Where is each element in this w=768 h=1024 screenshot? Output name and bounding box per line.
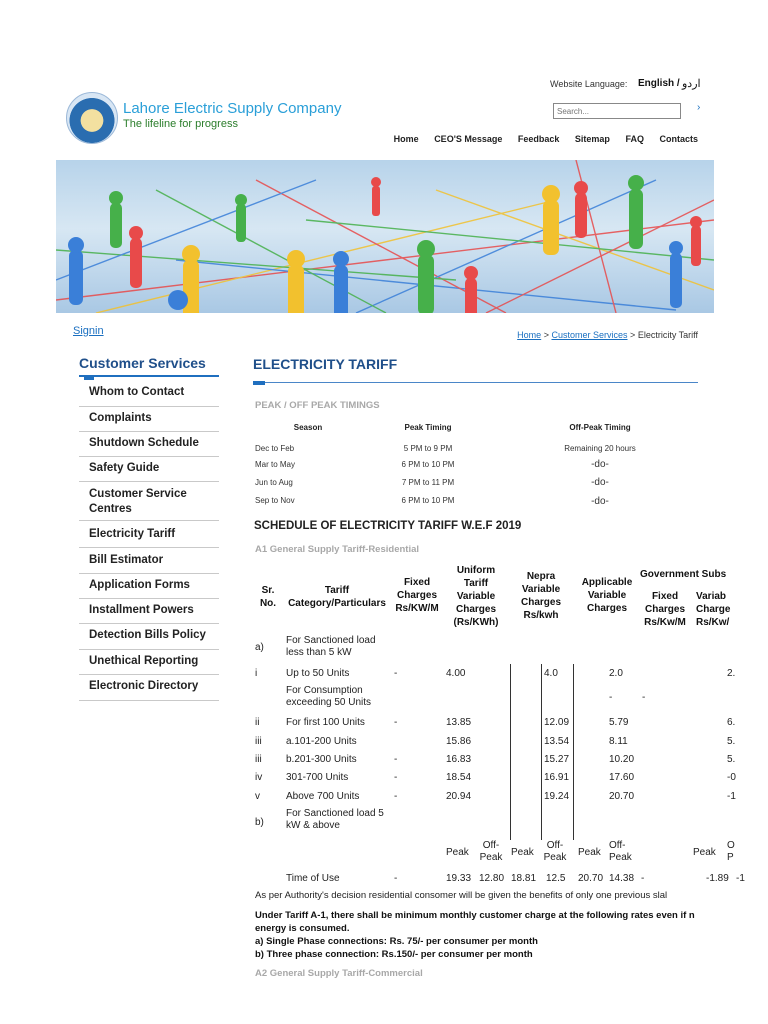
- peak-timing: 6 PM to 10 PM: [401, 460, 455, 469]
- col-gov-variable-charges: Variab Charge Rs/Kw/: [696, 591, 731, 628]
- language-label: Website Language:: [550, 79, 628, 89]
- row-applicable: -: [609, 692, 613, 703]
- gov-peak-label: Peak: [693, 847, 716, 858]
- offpeak-timing: -do-: [591, 459, 609, 470]
- tou-nepra-peak: 18.81: [511, 873, 537, 884]
- row-gov: -: [642, 692, 646, 703]
- col-tariff-category: Tariff Category/Particulars: [288, 585, 386, 609]
- breadcrumb-home[interactable]: Home: [517, 330, 542, 340]
- row-category: Above 700 Units: [286, 791, 360, 802]
- row-gov: -0: [727, 772, 736, 783]
- nepra-offpeak-label: Off-Peak: [543, 840, 567, 863]
- row-sr: a): [255, 642, 264, 653]
- peak-timing: 5 PM to 9 PM: [403, 444, 453, 453]
- peak-col-season: Season: [293, 423, 323, 432]
- uniform-offpeak-label: Off-Peak: [479, 840, 503, 863]
- tou-uniform-offpeak: 12.80: [479, 873, 505, 884]
- row-gov: 5.: [727, 736, 736, 747]
- row-fixed: -: [394, 754, 398, 765]
- sidebar-title: Customer Services: [79, 355, 206, 371]
- applicable-peak-label: Peak: [578, 847, 601, 858]
- row-uniform: 13.85: [446, 717, 472, 728]
- peak-timing: 7 PM to 11 PM: [401, 478, 455, 487]
- row-sr: iv: [255, 772, 263, 783]
- tou-nepra-offpeak: 12.5: [546, 873, 566, 884]
- sidebar-item-safety-guide[interactable]: Safety Guide: [79, 462, 219, 482]
- sidebar-item-electronic-directory[interactable]: Electronic Directory: [79, 680, 219, 701]
- offpeak-timing: -do-: [591, 477, 609, 488]
- row-applicable: 5.79: [609, 717, 629, 728]
- sidebar-item-customer-service-centres[interactable]: Customer Service Centres: [79, 487, 219, 521]
- row-gov: 2.: [727, 668, 736, 679]
- peak-season: Jun to Aug: [255, 478, 293, 487]
- col-sr-no: Sr. No.: [259, 585, 277, 609]
- a1-heading: A1 General Supply Tariff-Residential: [255, 544, 420, 555]
- row-sr: iii: [255, 754, 262, 765]
- sidebar-item-bill-estimator[interactable]: Bill Estimator: [79, 554, 219, 574]
- row-nepra: 16.91: [544, 772, 570, 783]
- a2-heading: A2 General Supply Tariff-Commercial: [255, 968, 423, 979]
- nav-faq[interactable]: FAQ: [625, 134, 644, 144]
- row-category: b.201-300 Units: [286, 754, 357, 765]
- row-fixed: -: [394, 717, 398, 728]
- applicable-offpeak-label: Off-Peak: [609, 840, 632, 863]
- tou-gov-peak: -1.89: [706, 873, 729, 884]
- offpeak-timing: -do-: [591, 496, 609, 507]
- row-sr: v: [255, 791, 260, 802]
- peak-col-peak: Peak Timing: [404, 423, 452, 432]
- uniform-peak-label: Peak: [446, 847, 469, 858]
- peak-season: Dec to Feb: [255, 444, 295, 453]
- search-input[interactable]: [553, 103, 681, 119]
- row-category: a.101-200 Units: [286, 736, 357, 747]
- row-category: For Sanctioned load 5 kW & above: [286, 808, 384, 831]
- row-fixed: -: [394, 772, 398, 783]
- row-nepra: 4.0: [544, 668, 558, 679]
- row-sr: iii: [255, 736, 262, 747]
- row-category: For Sanctioned load less than 5 kW: [286, 635, 376, 658]
- row-applicable: 20.70: [609, 791, 635, 802]
- nav-home[interactable]: Home: [393, 134, 419, 144]
- col-applicable-variable: Applicable Variable Charges: [581, 577, 633, 614]
- column-divider: [573, 664, 574, 840]
- breadcrumb-customer-services[interactable]: Customer Services: [551, 330, 628, 340]
- nepra-peak-label: Peak: [511, 847, 534, 858]
- row-fixed: -: [394, 668, 398, 679]
- note-min-charge: Under Tariff A-1, there shall be minimum monthly customer charge at the following rates even if n: [255, 910, 695, 921]
- row-gov: 5.: [727, 754, 736, 765]
- page-title: ELECTRICITY TARIFF: [253, 356, 398, 372]
- row-nepra: 15.27: [544, 754, 570, 765]
- note-three-phase: b) Three phase connection: Rs.150/- per consumer per month: [255, 949, 533, 960]
- hero-banner: [56, 160, 714, 313]
- peak-timing: 6 PM to 10 PM: [401, 496, 455, 505]
- offpeak-timing: Remaining 20 hours: [564, 444, 636, 453]
- row-category: For first 100 Units: [286, 717, 365, 728]
- schedule-title: SCHEDULE OF ELECTRICITY TARIFF W.E.F 2019: [254, 520, 522, 532]
- row-applicable: 17.60: [609, 772, 635, 783]
- row-uniform: 16.83: [446, 754, 472, 765]
- row-uniform: 18.54: [446, 772, 472, 783]
- row-uniform: 20.94: [446, 791, 472, 802]
- nav-ceo-message[interactable]: CEO'S Message: [434, 134, 503, 144]
- row-applicable: 10.20: [609, 754, 635, 765]
- company-name[interactable]: Lahore Electric Supply Company: [123, 100, 342, 117]
- row-category: Up to 50 Units: [286, 668, 350, 679]
- tou-applicable-peak: 20.70: [578, 873, 604, 884]
- tou-fixed: -: [394, 873, 398, 884]
- sidebar-item-complaints[interactable]: Complaints: [79, 412, 219, 432]
- tou-gov-offpeak: -1: [736, 873, 745, 884]
- peak-season: Sep to Nov: [255, 496, 295, 505]
- top-nav: [0, 134, 698, 144]
- tou-applicable-offpeak: 14.38: [609, 873, 635, 884]
- col-uniform-variable: Uniform Tariff Variable Charges (Rs/KWh): [453, 565, 499, 628]
- nav-contacts[interactable]: Contacts: [659, 134, 698, 144]
- tou-applicable-dash: -: [641, 873, 645, 884]
- col-government-subsidy: Government Subs: [640, 569, 727, 580]
- row-gov: 6.: [727, 717, 736, 728]
- col-nepra-variable: Nepra Variable Charges Rs/kwh: [520, 571, 561, 621]
- row-sr: b): [255, 817, 264, 828]
- row-uniform: 15.86: [446, 736, 472, 747]
- sidebar-item-electricity-tariff[interactable]: Electricity Tariff: [79, 528, 219, 548]
- row-sr: i: [255, 668, 258, 679]
- sidebar-item-unethical-reporting[interactable]: Unethical Reporting: [79, 655, 219, 675]
- breadcrumb-current: Electricity Tariff: [637, 330, 698, 340]
- col-fixed-charges: Fixed Charges Rs/KW/M: [395, 577, 439, 614]
- sidebar-title-rule: [79, 375, 219, 377]
- title-mark: [253, 381, 265, 385]
- language-urdu-link[interactable]: اردو: [682, 78, 701, 90]
- peak-season: Mar to May: [255, 460, 296, 469]
- note-single-phase: a) Single Phase connections: Rs. 75/- per consumer per month: [255, 936, 538, 947]
- sidebar-item-shutdown-schedule[interactable]: Shutdown Schedule: [79, 437, 219, 457]
- row-category: 301-700 Units: [286, 772, 349, 783]
- sidebar-item-installment-powers[interactable]: Installment Powers: [79, 604, 219, 624]
- row-fixed: -: [394, 791, 398, 802]
- company-tagline: The lifeline for progress: [123, 118, 238, 130]
- language-english-link[interactable]: English /: [638, 78, 680, 89]
- nav-sitemap[interactable]: Sitemap: [574, 134, 610, 144]
- sidebar-item-whom-to-contact[interactable]: Whom to Contact: [79, 386, 219, 407]
- search-go-icon[interactable]: ›: [697, 102, 701, 113]
- note-slab-benefit: As per Authority's decision residential consomer will be given the benefits of only one previous slal: [255, 890, 668, 901]
- gov-offpeak-label: O P: [727, 840, 735, 863]
- signin-link[interactable]: Signin: [73, 325, 104, 337]
- row-category: For Consumption exceeding 50 Units: [286, 685, 372, 708]
- row-nepra: 19.24: [544, 791, 570, 802]
- row-sr: ii: [255, 717, 260, 728]
- row-nepra: 13.54: [544, 736, 570, 747]
- tou-label: Time of Use: [286, 873, 340, 884]
- sidebar-title-mark: [84, 377, 94, 380]
- row-gov: -1: [727, 791, 736, 802]
- column-divider: [541, 664, 542, 840]
- tou-uniform-peak: 19.33: [446, 873, 472, 884]
- breadcrumb-sep: >: [543, 330, 549, 340]
- row-applicable: 8.11: [609, 736, 628, 747]
- nav-feedback[interactable]: Feedback: [517, 134, 560, 144]
- row-uniform: 4.00: [446, 668, 466, 679]
- col-gov-fixed-charges: Fixed Charges Rs/Kw/M: [644, 591, 686, 628]
- row-applicable: 2.0: [609, 668, 623, 679]
- network-pawns-image: [56, 160, 714, 313]
- peak-col-offpeak: Off-Peak Timing: [569, 423, 631, 432]
- breadcrumb: [0, 330, 698, 340]
- breadcrumb-sep: >: [630, 330, 636, 340]
- sidebar-item-detection-bills-policy[interactable]: Detection Bills Policy: [79, 629, 219, 650]
- sidebar-item-application-forms[interactable]: Application Forms: [79, 579, 219, 599]
- title-rule: [253, 382, 698, 383]
- column-divider: [510, 664, 511, 840]
- row-nepra: 12.09: [544, 717, 570, 728]
- note-min-charge-cont: energy is consumed.: [255, 923, 350, 934]
- peak-heading: PEAK / OFF PEAK TIMINGS: [255, 400, 380, 411]
